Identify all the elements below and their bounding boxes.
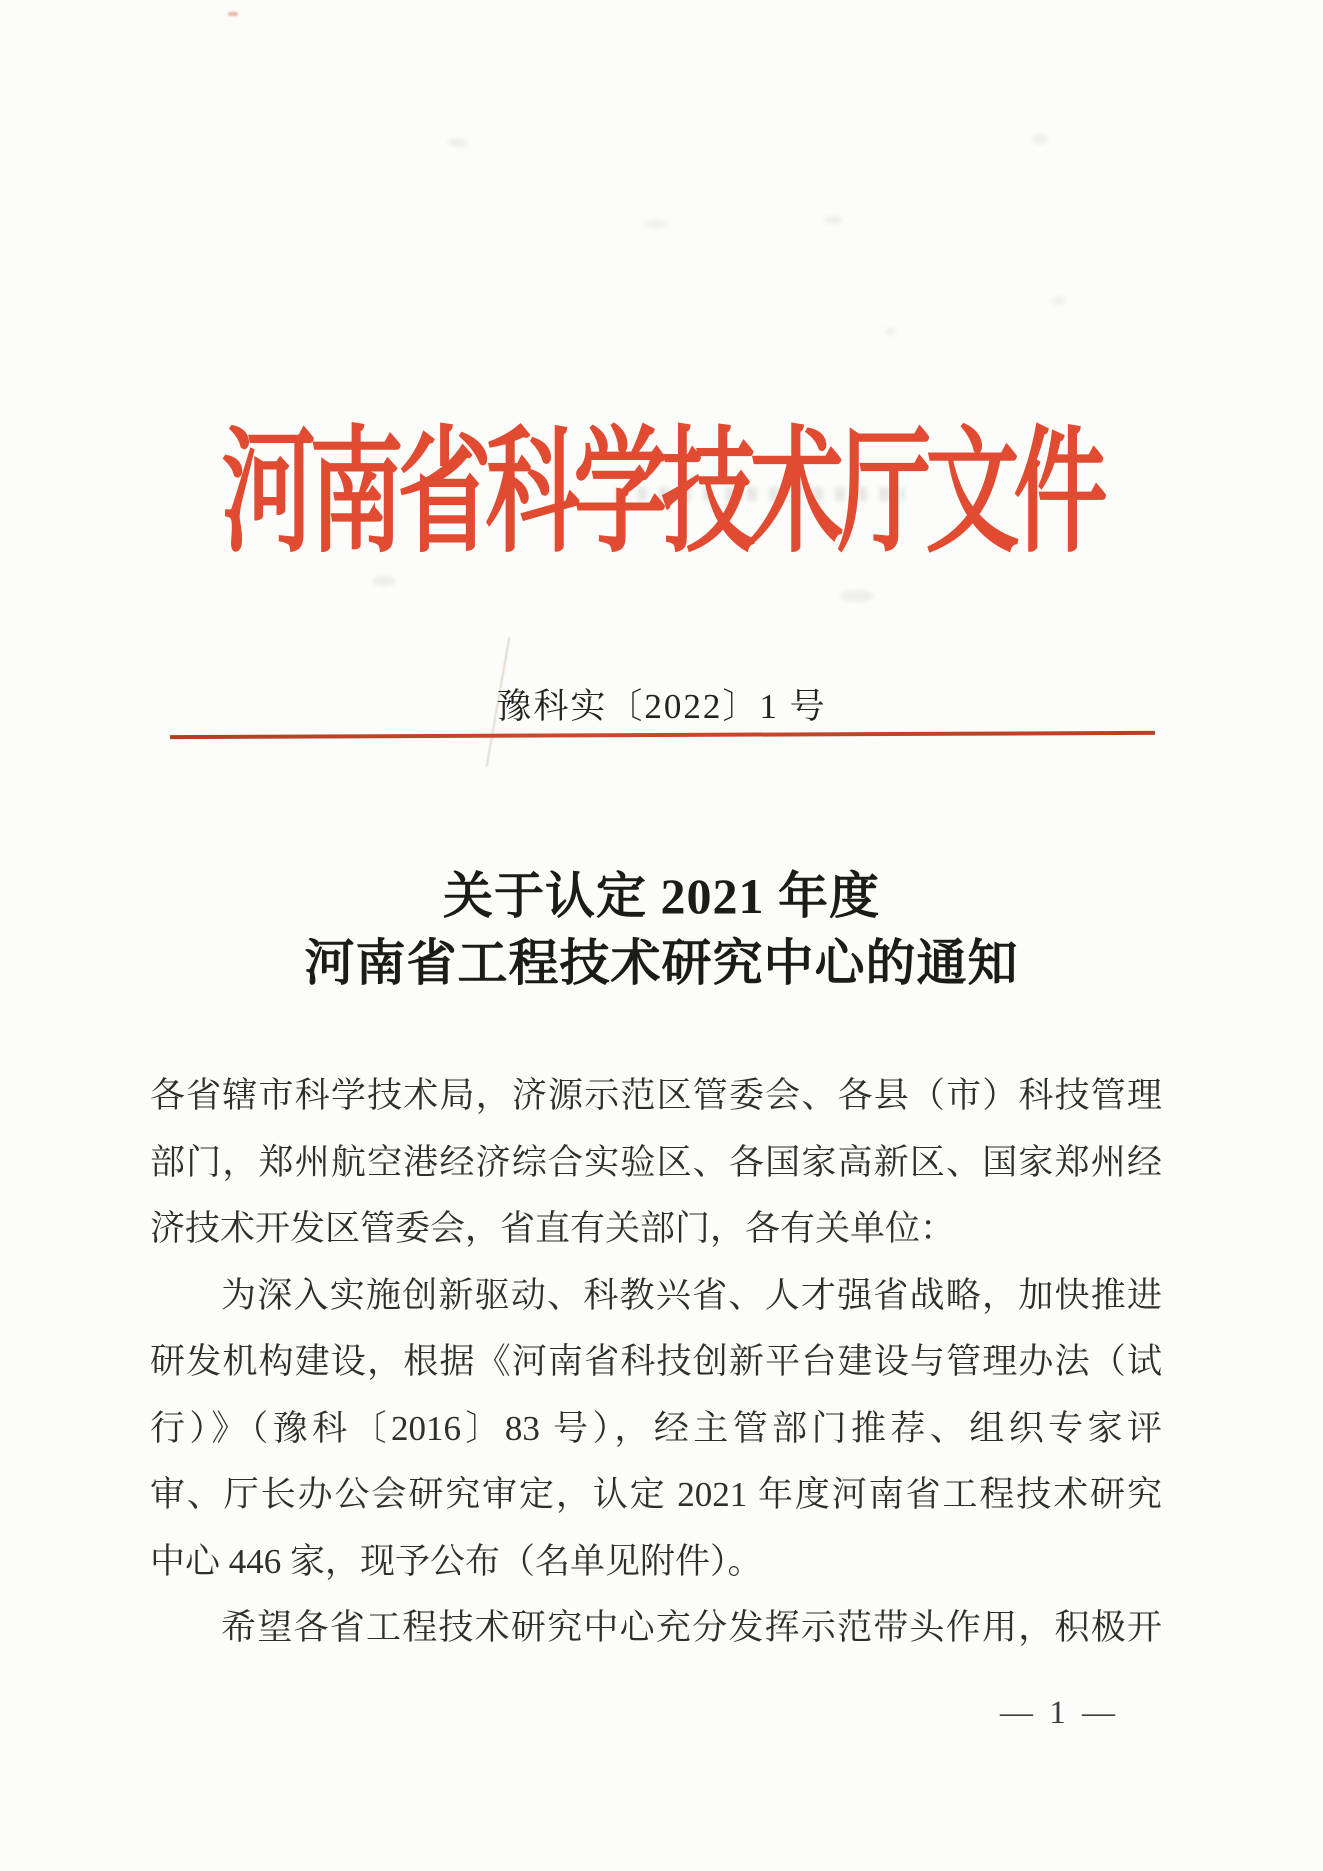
scan-artifact (884, 328, 896, 335)
document-body (150, 1063, 1162, 1662)
body-line: 研发机构建设，根据《河南省科技创新平台建设与管理办法（试 (150, 1342, 1162, 1381)
page-number: — 1 — (1000, 1695, 1119, 1731)
scan-artifact (448, 138, 468, 147)
red-divider-line (170, 731, 1155, 739)
body-line: 行）》（豫科〔2016〕83 号），经主管部门推荐、组织专家评 (150, 1408, 1162, 1448)
body-line: 济技术开发区管委会，省直有关部门，各有关单位： (150, 1209, 956, 1248)
scan-artifact (840, 590, 874, 602)
scan-artifact (1032, 134, 1048, 144)
body-line: 希望各省工程技术研究中心充分发挥示范带头作用，积极开 (221, 1608, 1162, 1647)
body-line: 中心 446 家，现予公布（名单见附件）。 (150, 1541, 763, 1581)
scan-artifact (824, 216, 842, 224)
notice-title-line1: 关于认定 2021 年度 (443, 868, 880, 924)
notice-title-line2: 河南省工程技术研究中心的通知 (304, 935, 1019, 991)
letterhead-title: 河南省科学技术厅文件 (221, 418, 1102, 570)
body-line: 部门，郑州航空港经济综合实验区、各国家高新区、国家郑州经 (150, 1142, 1162, 1182)
scan-artifact (372, 576, 396, 586)
body-line: 审、厅长办公会研究审定，认定 2021 年度河南省工程技术研究 (150, 1475, 1162, 1514)
scan-artifact (228, 12, 238, 16)
scan-artifact (645, 220, 667, 228)
scan-artifact (1052, 296, 1066, 305)
body-line: 为深入实施创新驱动、科教兴省、人才强省战略，加快推进 (221, 1275, 1162, 1315)
body-line: 各省辖市科学技术局，济源示范区管委会、各县（市）科技管理 (150, 1076, 1162, 1115)
notice-title (0, 863, 1323, 997)
document-number: 豫科实〔2022〕1 号 (496, 687, 827, 726)
